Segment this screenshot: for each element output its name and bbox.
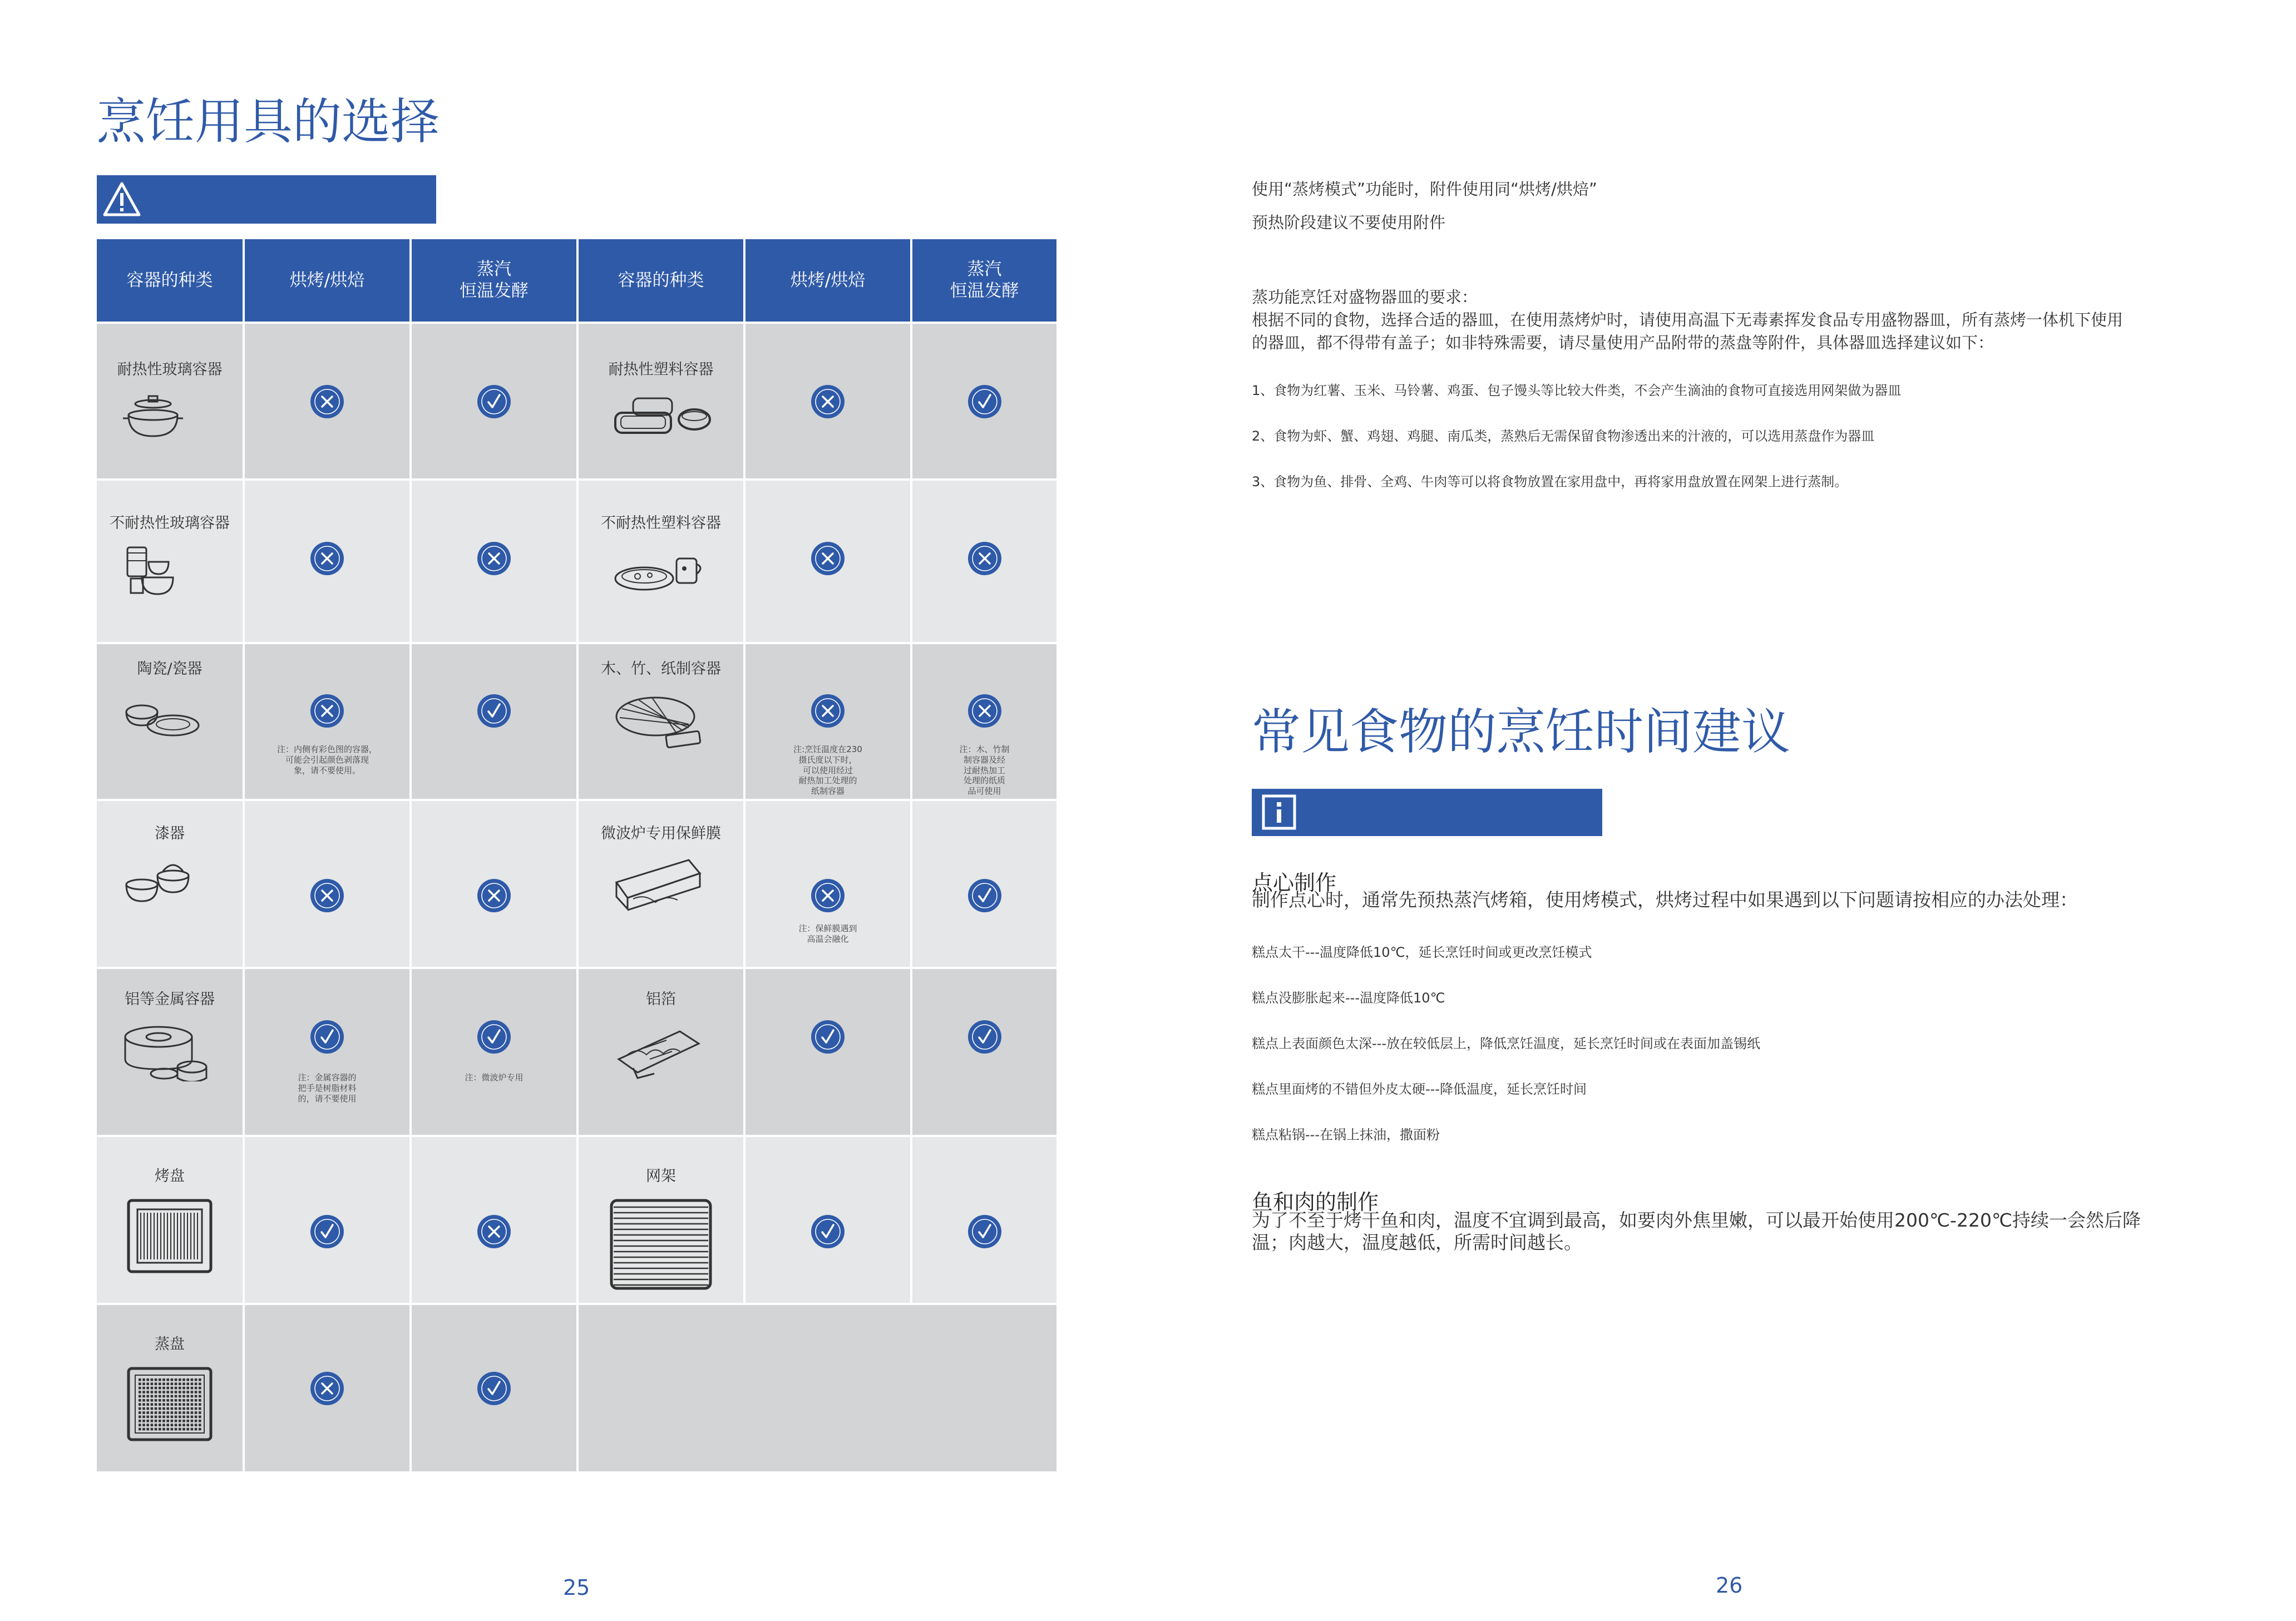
table-row-item-cell	[579, 1137, 743, 1303]
container-illustration	[120, 854, 220, 918]
table-steam-cell	[912, 324, 1056, 478]
cross-circle-icon	[310, 879, 344, 912]
container-illustration	[120, 1020, 220, 1084]
check-circle-icon	[968, 879, 1001, 912]
container-illustration	[611, 544, 711, 607]
table-bake-cell	[745, 1137, 910, 1303]
container-illustration	[120, 690, 220, 753]
container-type-label: 漆器	[155, 825, 185, 842]
cross-circle-icon	[477, 1215, 511, 1248]
warning-banner	[97, 175, 436, 224]
table-steam-cell	[912, 481, 1056, 642]
container-illustration	[120, 544, 220, 607]
table-steam-cell	[412, 1305, 576, 1471]
header-steam: 蒸汽 恒温发酵	[412, 239, 576, 322]
bake-note: 注:烹饪温度在230 摄氏度以下时， 可以使用经过 耐热加工处理的 纸制容器	[793, 744, 862, 796]
table-steam-cell	[412, 644, 576, 799]
table-bake-cell	[245, 1305, 409, 1471]
table-row-item-cell	[97, 324, 243, 478]
table-row-item-cell	[579, 324, 743, 478]
cross-circle-icon	[811, 542, 845, 575]
table-steam-cell	[912, 1137, 1056, 1303]
container-type-label: 铝箔	[646, 991, 676, 1008]
check-circle-icon	[968, 1020, 1001, 1054]
steam-item-2: 2、食物为虾、蟹、鸡翅、鸡腿、南瓜类，蒸熟后无需保留食物渗透出来的汁液的，可以选用蒸盘作为器皿	[1252, 428, 1875, 444]
check-circle-icon	[968, 385, 1001, 418]
check-circle-icon	[811, 1020, 845, 1054]
table-row-item-cell	[97, 481, 243, 642]
container-illustration	[125, 1197, 214, 1277]
cross-circle-icon	[310, 1372, 344, 1405]
cross-circle-icon	[310, 542, 344, 575]
table-bake-cell	[245, 969, 409, 1135]
check-circle-icon	[477, 1020, 511, 1054]
container-type-label: 微波炉专用保鲜膜	[601, 825, 721, 842]
pastry-tip-2: 糕点没膨胀起来---温度降低10℃	[1252, 990, 1445, 1006]
check-circle-icon	[811, 1215, 845, 1248]
table-bake-cell	[245, 324, 409, 478]
bake-note: 注：金属容器的 把手是树脂材料 的，请不要使用	[298, 1073, 357, 1104]
steam-item-3: 3、食物为鱼、排骨、全鸡、牛肉等可以将食物放置在家用盘中，再将家用盘放置在网架上进行蒸制。	[1252, 474, 1848, 490]
page-title-cookware: 烹饪用具的选择	[97, 93, 440, 150]
steam-note: 注：木、竹制 制容器及经 过耐热加工 处理的纸质 品可使用	[959, 744, 1010, 796]
meat-body-line-1: 为了不至于烤干鱼和肉，温度不宜调到最高，如要肉外焦里嫩，可以最开始使用200℃-220℃持续一会然后降	[1252, 1209, 2141, 1231]
container-type-label: 耐热性玻璃容器	[117, 361, 223, 378]
table-bake-cell	[245, 1137, 409, 1303]
table-row-item-cell	[97, 644, 243, 799]
cross-circle-icon	[811, 385, 845, 418]
table-steam-cell	[412, 1137, 576, 1303]
intro-line-2: 预热阶段建议不要使用附件	[1252, 213, 1446, 232]
intro-line-1: 使用“蒸烤模式”功能时，附件使用同“烘烤/烘焙”	[1252, 180, 1597, 199]
cookware-table	[97, 239, 1056, 1471]
header-container-type: 容器的种类	[97, 239, 243, 322]
cross-circle-icon	[968, 542, 1001, 575]
check-circle-icon	[477, 694, 511, 728]
section-title-cooking-time: 常见食物的烹饪时间建议	[1252, 703, 1791, 760]
cross-circle-icon	[811, 694, 845, 728]
pastry-intro: 制作点心时，通常先预热蒸汽烤箱，使用烤模式，烘烤过程中如果遇到以下问题请按相应的办法处理：	[1252, 889, 2078, 911]
steam-requirements-title: 蒸功能烹饪对盛物器皿的要求：	[1252, 288, 1478, 307]
check-circle-icon	[310, 1215, 344, 1248]
table-steam-cell	[412, 969, 576, 1135]
container-illustration	[611, 690, 711, 753]
page-number-left: 25	[563, 1575, 590, 1600]
steam-item-1: 1、食物为红薯、玉米、马铃薯、鸡蛋、包子馒头等比较大件类，不会产生滴油的食物可直接选用网架做为器皿	[1252, 383, 1902, 398]
page-number-right: 26	[1716, 1573, 1743, 1598]
cross-circle-icon	[310, 385, 344, 418]
container-type-label: 蒸盘	[155, 1336, 185, 1353]
container-type-label: 不耐热性玻璃容器	[110, 515, 230, 532]
table-bake-cell	[745, 324, 910, 478]
header-bake-2: 烘烤/烘焙	[745, 239, 910, 322]
cross-circle-icon	[477, 542, 511, 575]
container-illustration	[611, 854, 711, 918]
table-row-item-cell	[579, 481, 743, 642]
container-illustration	[611, 391, 711, 454]
cross-circle-icon	[811, 879, 845, 912]
info-icon	[1262, 794, 1296, 830]
cross-circle-icon	[310, 694, 344, 728]
table-bake-cell	[245, 644, 409, 799]
container-type-label: 木、竹、纸制容器	[601, 660, 721, 678]
pastry-tip-4: 糕点里面烤的不错但外皮太硬---降低温度，延长烹饪时间	[1252, 1081, 1587, 1097]
container-illustration	[611, 1020, 711, 1084]
check-circle-icon	[968, 1215, 1001, 1248]
table-row-item-cell	[579, 801, 743, 967]
container-type-label: 不耐热性塑料容器	[601, 515, 721, 532]
table-steam-cell	[412, 481, 576, 642]
container-illustration	[125, 1365, 214, 1445]
table-steam-cell	[912, 969, 1056, 1135]
header-container-type-2: 容器的种类	[579, 239, 743, 322]
check-circle-icon	[477, 385, 511, 418]
steam-requirements-line-2: 的器皿，都不得带有盖子；如非特殊需要，请尽量使用产品附带的蒸盘等附件，具体器皿选择建议如下：	[1252, 333, 1994, 352]
bake-note: 注：保鲜膜遇到 高温会融化	[798, 923, 857, 944]
pastry-tip-5: 糕点粘锅---在锅上抹油，撒面粉	[1252, 1127, 1440, 1143]
table-row-item-cell	[97, 801, 243, 967]
check-circle-icon	[477, 1372, 511, 1405]
table-bake-cell	[745, 644, 910, 799]
header-steam-2: 蒸汽 恒温发酵	[912, 239, 1056, 322]
table-steam-cell	[412, 324, 576, 478]
bake-note: 注：内侧有彩色图的容器， 可能会引起颜色剥落现 象，请不要使用。	[276, 744, 377, 775]
header-bake: 烘烤/烘焙	[245, 239, 409, 322]
table-row-item-cell	[579, 644, 743, 799]
steam-requirements-line-1: 根据不同的食物，选择合适的器皿，在使用蒸烤炉时，请使用高温下无毒素挥发食品专用盛物器皿，所有蒸烤一体机下使用	[1252, 310, 2124, 329]
table-steam-cell	[412, 801, 576, 967]
info-banner	[1252, 789, 1602, 836]
container-type-label: 陶瓷/瓷器	[137, 660, 203, 678]
table-bake-cell	[245, 801, 409, 967]
container-illustration	[120, 391, 220, 454]
cross-circle-icon	[968, 694, 1001, 728]
check-circle-icon	[310, 1020, 344, 1054]
table-row-item-cell	[97, 1305, 243, 1471]
table-row-item-cell	[97, 969, 243, 1135]
steam-note: 注：微波炉专用	[465, 1073, 524, 1083]
meat-body-line-2: 温；肉越大，温度越低，所需时间越长。	[1252, 1232, 1582, 1253]
container-type-label: 烤盘	[155, 1168, 185, 1185]
pastry-title: 点心制作	[1252, 871, 1337, 895]
warning-triangle-icon	[102, 181, 141, 218]
container-type-label: 网架	[646, 1168, 676, 1185]
table-bake-cell	[245, 481, 409, 642]
container-type-label: 耐热性塑料容器	[608, 361, 714, 378]
cross-circle-icon	[477, 879, 511, 912]
table-bake-cell	[745, 801, 910, 967]
table-steam-cell	[912, 644, 1056, 799]
pastry-tip-1: 糕点太干---温度降低10℃，延长烹饪时间或更改烹饪模式	[1252, 945, 1592, 960]
meat-title: 鱼和肉的制作	[1252, 1190, 1379, 1214]
table-row-item-cell	[97, 1137, 243, 1303]
table-empty-cell	[579, 1305, 1056, 1471]
table-steam-cell	[912, 801, 1056, 967]
pastry-tip-3: 糕点上表面颜色太深---放在较低层上，降低烹饪温度，延长烹饪时间或在表面加盖锡纸	[1252, 1036, 1760, 1051]
table-bake-cell	[745, 481, 910, 642]
table-bake-cell	[745, 969, 910, 1135]
container-type-label: 铝等金属容器	[125, 991, 215, 1008]
container-illustration	[608, 1197, 714, 1294]
table-row-item-cell	[579, 969, 743, 1135]
